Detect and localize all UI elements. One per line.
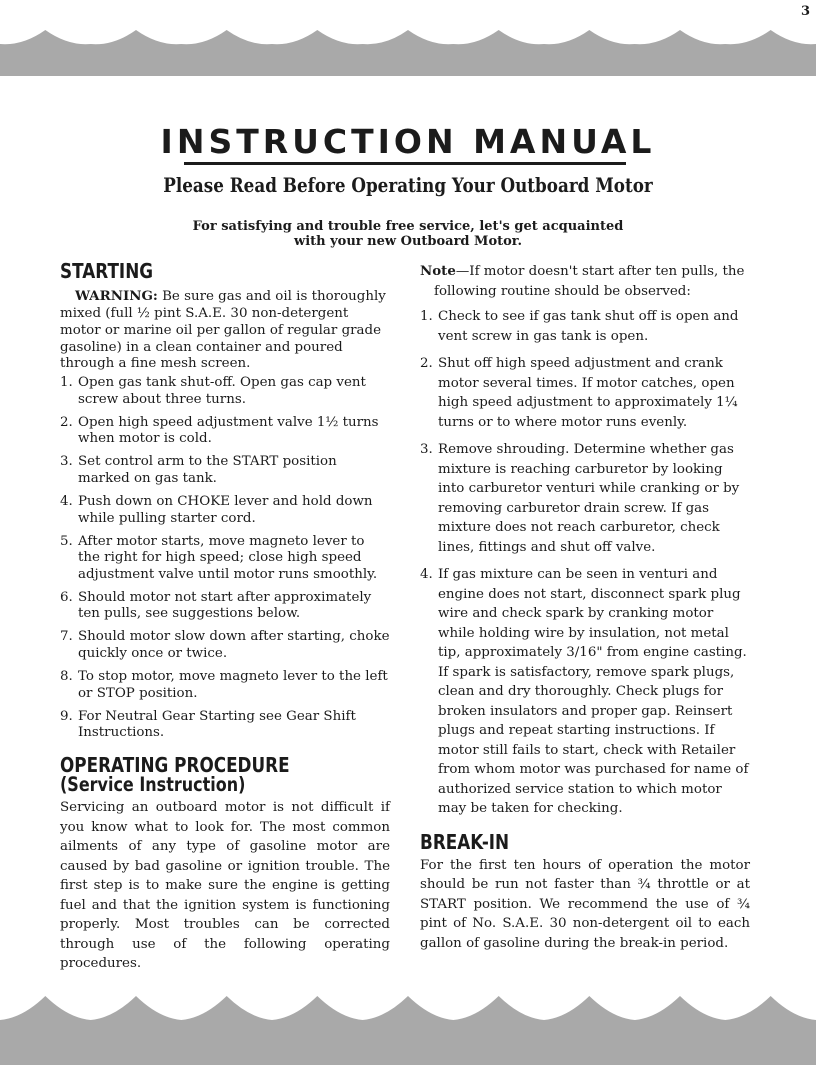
list-item (420, 354, 750, 432)
note-paragraph (420, 262, 750, 301)
step-number: 6. (60, 589, 73, 605)
list-item (420, 440, 750, 557)
step-text: Should motor slow down after starting, choke quickly once or twice. (78, 629, 390, 661)
intro-line-1: For satisfying and trouble free service, let's get acquainted (192, 219, 624, 234)
step-text: Set control arm to the START position marked on gas tank. (78, 454, 337, 487)
left-column (60, 259, 390, 974)
list-item (60, 375, 390, 408)
break-in-body: For the first ten hours of operation the motor should be run not faster than ¾ throttle or at START position. We recommend the use of ¾ pint of No. S.A.E. 30 non-detergent oil to each gallon of gasoline during the break-in period. (420, 857, 750, 951)
scalloped-bottom-border (0, 992, 816, 1065)
step-text: To stop motor, move magneto lever to the left or STOP position. (78, 668, 388, 701)
step-number: 1. (420, 309, 433, 324)
list-item (60, 494, 390, 527)
list-item (60, 590, 390, 623)
step-text: If gas mixture can be seen in venturi and engine does not start, disconnect spark plug wire and check spark by cranking motor while holding wire by insulation, not metal tip, approximately 3/16" from engine casting. If spark is satisfactory, remove spark plugs, clean and dry thoroughly. Check plugs for broken insulators and proper gap. Reinsert plugs and repeat starting instructions. If motor still fails to start, check with Retailer from whom motor was purchased for name of authorized service station to which motor may be taken for checking. (438, 567, 749, 816)
break-in-heading: BREAK-IN (420, 829, 510, 854)
list-item (60, 534, 390, 584)
page-number: 3 (800, 4, 810, 19)
list-item (60, 415, 390, 448)
step-text: Remove shrouding. Determine whether gas mixture is reaching carburetor by looking into carburetor venturi while cranking or by removing carburetor drain screw. If gas mixture does not reach carburetor, check lines, fittings and shut off valve. (438, 442, 740, 555)
list-item (60, 454, 390, 487)
operating-heading: OPERATING PROCEDURE (60, 752, 290, 777)
right-column (420, 262, 750, 953)
list-item (60, 669, 390, 702)
list-item (420, 565, 750, 819)
warning-text: Be sure gas and oil is thoroughly mixed (full ½ pint S.A.E. 30 non-detergent motor or marine oil per gallon of regular grade gasoline) in a clean container and poured through a fine mesh screen. (60, 289, 386, 372)
intro-line-2: with your new Outboard Motor. (294, 234, 522, 249)
list-item (420, 307, 750, 346)
step-text: Shut off high speed adjustment and crank motor several times. If motor catches, open high speed adjustment to approximately 1¼ turns or to where motor runs evenly. (438, 356, 738, 430)
operating-subheading: (Service Instruction) (60, 772, 246, 796)
step-text: Check to see if gas tank shut off is open and vent screw in gas tank is open. (438, 309, 739, 344)
operating-body: Servicing an outboard motor is not difficult if you know what to look for. The most common ailments of any type of gasoline motor are caused by bad gasoline or ignition trouble. The first step is to make sure the engine is getting fuel and that the ignition system is functioning properly. Most troubles can be corrected through use of the following operating procedures. (60, 800, 390, 972)
scalloped-top-border (0, 26, 816, 76)
step-number: 9. (60, 708, 73, 724)
note-text: —If motor doesn't start after ten pulls, the following routine should be observed: (434, 264, 745, 299)
page-subtitle: Please Read Before Operating Your Outboard Motor (163, 174, 653, 197)
warning-paragraph (60, 288, 390, 373)
step-number: 7. (60, 629, 73, 645)
intro-text (0, 219, 816, 249)
step-number: 4. (420, 567, 433, 582)
step-text: After motor starts, move magneto lever to the right for high speed; close high speed adjustment valve until motor runs smoothly. (78, 533, 378, 582)
step-text: Open high speed adjustment valve 1½ turns when motor is cold. (78, 414, 379, 447)
step-number: 2. (60, 414, 73, 430)
troubleshooting-steps (420, 307, 750, 819)
page-title: INSTRUCTION MANUAL (160, 122, 656, 161)
step-number: 2. (420, 356, 433, 371)
step-number: 8. (60, 668, 73, 684)
step-number: 4. (60, 494, 73, 510)
note-label: Note (420, 263, 456, 279)
step-number: 3. (60, 454, 73, 470)
starting-steps (60, 375, 390, 741)
step-text: Should motor not start after approximately ten pulls, see suggestions below. (78, 589, 372, 622)
step-number: 1. (60, 375, 73, 391)
step-number: 3. (420, 442, 433, 457)
title-rule (184, 162, 626, 165)
warning-label: WARNING: (75, 288, 158, 305)
starting-heading: STARTING (60, 259, 154, 283)
step-text: Push down on CHOKE lever and hold down while pulling starter cord. (78, 494, 373, 526)
step-number: 5. (60, 533, 73, 549)
step-text: For Neutral Gear Starting see Gear Shift Instructions. (78, 708, 356, 741)
step-text: Open gas tank shut-off. Open gas cap vent screw about three turns. (78, 375, 366, 407)
list-item (60, 709, 390, 742)
list-item (60, 629, 390, 662)
